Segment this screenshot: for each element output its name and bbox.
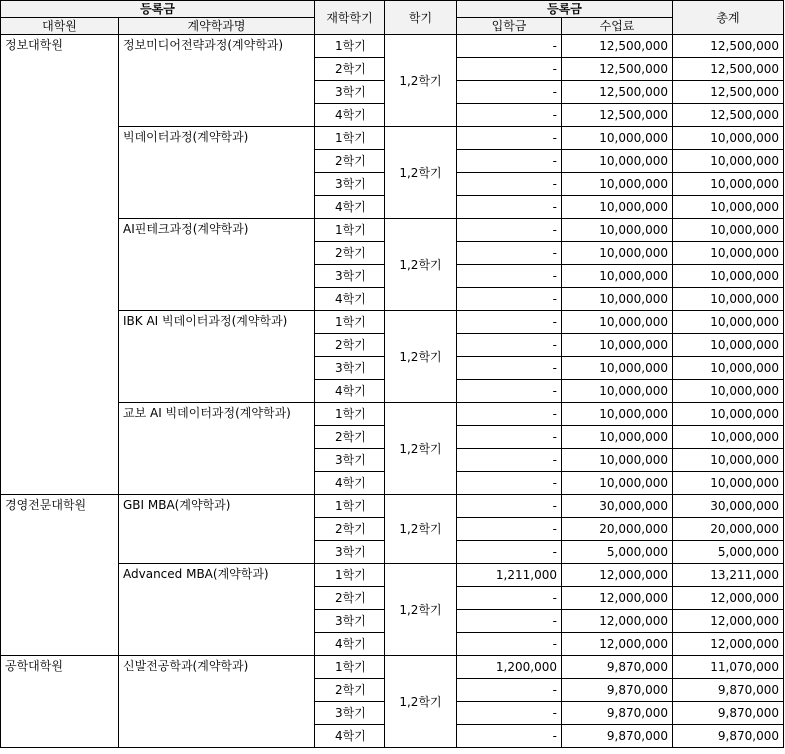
admission-fee-cell: - — [457, 449, 562, 472]
table-row — [1, 495, 784, 518]
total-fee-cell: 10,000,000 — [673, 472, 784, 495]
admission-fee-cell: - — [457, 403, 562, 426]
admission-fee-cell: - — [457, 242, 562, 265]
total-fee-cell: 10,000,000 — [673, 357, 784, 380]
tuition-fee-cell: 10,000,000 — [562, 173, 673, 196]
total-fee-cell: 10,000,000 — [673, 449, 784, 472]
total-fee-cell: 30,000,000 — [673, 495, 784, 518]
total-fee-cell: 10,000,000 — [673, 334, 784, 357]
enroll-semester-cell: 2학기 — [315, 679, 385, 702]
total-fee-cell: 10,000,000 — [673, 403, 784, 426]
semester-cell: 1,2학기 — [385, 656, 457, 748]
program-name-cell: AI핀테크과정(계약학과) — [119, 219, 315, 311]
admission-fee-cell: - — [457, 357, 562, 380]
tuition-fee-cell: 9,870,000 — [562, 679, 673, 702]
semester-cell: 1,2학기 — [385, 35, 457, 127]
total-fee-cell: 10,000,000 — [673, 150, 784, 173]
total-fee-cell: 11,070,000 — [673, 656, 784, 679]
tuition-fee-cell: 9,870,000 — [562, 702, 673, 725]
enroll-semester-cell: 2학기 — [315, 150, 385, 173]
program-name-cell: GBI MBA(계약학과) — [119, 495, 315, 564]
total-fee-cell: 9,870,000 — [673, 702, 784, 725]
enroll-semester-cell: 4학기 — [315, 633, 385, 656]
tuition-fee-cell: 10,000,000 — [562, 127, 673, 150]
program-name-cell: IBK AI 빅데이터과정(계약학과) — [119, 311, 315, 403]
total-fee-cell: 12,000,000 — [673, 633, 784, 656]
header-admission-fee: 입학금 — [457, 18, 562, 35]
total-fee-cell: 5,000,000 — [673, 541, 784, 564]
table-row — [1, 35, 784, 58]
header-fee-group-2: 등록금 — [457, 1, 673, 18]
admission-fee-cell: - — [457, 219, 562, 242]
total-fee-cell: 12,500,000 — [673, 104, 784, 127]
admission-fee-cell: - — [457, 518, 562, 541]
tuition-fee-cell: 12,000,000 — [562, 587, 673, 610]
tuition-fee-cell: 10,000,000 — [562, 242, 673, 265]
enroll-semester-cell: 2학기 — [315, 242, 385, 265]
admission-fee-cell: - — [457, 311, 562, 334]
enroll-semester-cell: 3학기 — [315, 449, 385, 472]
semester-cell: 1,2학기 — [385, 403, 457, 495]
tuition-fee-cell: 10,000,000 — [562, 403, 673, 426]
admission-fee-cell: - — [457, 380, 562, 403]
enroll-semester-cell: 2학기 — [315, 426, 385, 449]
total-fee-cell: 10,000,000 — [673, 219, 784, 242]
semester-cell: 1,2학기 — [385, 564, 457, 656]
total-fee-cell: 9,870,000 — [673, 679, 784, 702]
total-fee-cell: 10,000,000 — [673, 196, 784, 219]
admission-fee-cell: - — [457, 495, 562, 518]
table-row — [1, 656, 784, 679]
tuition-fee-cell: 9,870,000 — [562, 725, 673, 748]
total-fee-cell: 10,000,000 — [673, 311, 784, 334]
enroll-semester-cell: 3학기 — [315, 610, 385, 633]
admission-fee-cell: - — [457, 725, 562, 748]
admission-fee-cell: - — [457, 104, 562, 127]
header-total: 총계 — [673, 1, 784, 35]
tuition-fee-cell: 30,000,000 — [562, 495, 673, 518]
admission-fee-cell: - — [457, 288, 562, 311]
admission-fee-cell: - — [457, 426, 562, 449]
admission-fee-cell: - — [457, 610, 562, 633]
admission-fee-cell: - — [457, 334, 562, 357]
total-fee-cell: 12,500,000 — [673, 35, 784, 58]
enroll-semester-cell: 2학기 — [315, 587, 385, 610]
total-fee-cell: 10,000,000 — [673, 173, 784, 196]
admission-fee-cell: 1,200,000 — [457, 656, 562, 679]
table-row — [1, 127, 784, 150]
admission-fee-cell: - — [457, 265, 562, 288]
program-name-cell: 신발전공학과(계약학과) — [119, 656, 315, 748]
total-fee-cell: 10,000,000 — [673, 288, 784, 311]
total-fee-cell: 12,000,000 — [673, 610, 784, 633]
admission-fee-cell: - — [457, 472, 562, 495]
tuition-fee-cell: 10,000,000 — [562, 196, 673, 219]
admission-fee-cell: - — [457, 196, 562, 219]
enroll-semester-cell: 3학기 — [315, 357, 385, 380]
school-name-cell: 경영전문대학원 — [1, 495, 119, 656]
tuition-fee-cell: 10,000,000 — [562, 311, 673, 334]
total-fee-cell: 10,000,000 — [673, 426, 784, 449]
enroll-semester-cell: 1학기 — [315, 35, 385, 58]
total-fee-cell: 12,500,000 — [673, 81, 784, 104]
enroll-semester-cell: 4학기 — [315, 104, 385, 127]
enroll-semester-cell: 4학기 — [315, 380, 385, 403]
semester-cell: 1,2학기 — [385, 495, 457, 564]
enroll-semester-cell: 1학기 — [315, 564, 385, 587]
header-tuition-fee: 수업료 — [562, 18, 673, 35]
program-name-cell: 빅데이터과정(계약학과) — [119, 127, 315, 219]
total-fee-cell: 9,870,000 — [673, 725, 784, 748]
enroll-semester-cell: 1학기 — [315, 219, 385, 242]
enroll-semester-cell: 2학기 — [315, 58, 385, 81]
program-name-cell: 교보 AI 빅데이터과정(계약학과) — [119, 403, 315, 495]
tuition-fee-cell: 10,000,000 — [562, 288, 673, 311]
admission-fee-cell: - — [457, 58, 562, 81]
header-semester: 학기 — [385, 1, 457, 35]
enroll-semester-cell: 1학기 — [315, 311, 385, 334]
enroll-semester-cell: 3학기 — [315, 173, 385, 196]
tuition-fee-cell: 10,000,000 — [562, 472, 673, 495]
admission-fee-cell: - — [457, 127, 562, 150]
table-body — [1, 35, 784, 748]
enroll-semester-cell: 1학기 — [315, 656, 385, 679]
tuition-fee-cell: 12,000,000 — [562, 610, 673, 633]
tuition-fee-cell: 10,000,000 — [562, 357, 673, 380]
admission-fee-cell: - — [457, 173, 562, 196]
enroll-semester-cell: 2학기 — [315, 334, 385, 357]
total-fee-cell: 10,000,000 — [673, 242, 784, 265]
total-fee-cell: 20,000,000 — [673, 518, 784, 541]
total-fee-cell: 13,211,000 — [673, 564, 784, 587]
semester-cell: 1,2학기 — [385, 219, 457, 311]
admission-fee-cell: - — [457, 633, 562, 656]
semester-cell: 1,2학기 — [385, 127, 457, 219]
tuition-fee-cell: 10,000,000 — [562, 150, 673, 173]
table-header — [1, 1, 784, 35]
enroll-semester-cell: 3학기 — [315, 265, 385, 288]
enroll-semester-cell: 1학기 — [315, 403, 385, 426]
header-fee-group: 등록금 — [1, 1, 315, 18]
tuition-fee-cell: 12,000,000 — [562, 564, 673, 587]
table-row — [1, 564, 784, 587]
tuition-fee-cell: 12,000,000 — [562, 633, 673, 656]
table-row — [1, 219, 784, 242]
total-fee-cell: 10,000,000 — [673, 380, 784, 403]
enroll-semester-cell: 3학기 — [315, 81, 385, 104]
enroll-semester-cell: 3학기 — [315, 541, 385, 564]
enroll-semester-cell: 2학기 — [315, 518, 385, 541]
tuition-fee-cell: 5,000,000 — [562, 541, 673, 564]
total-fee-cell: 12,500,000 — [673, 58, 784, 81]
enroll-semester-cell: 4학기 — [315, 472, 385, 495]
admission-fee-cell: - — [457, 702, 562, 725]
total-fee-cell: 10,000,000 — [673, 265, 784, 288]
total-fee-cell: 10,000,000 — [673, 127, 784, 150]
enroll-semester-cell: 4학기 — [315, 196, 385, 219]
program-name-cell: Advanced MBA(계약학과) — [119, 564, 315, 656]
header-program-name: 계약학과명 — [119, 18, 315, 35]
tuition-fee-cell: 10,000,000 — [562, 449, 673, 472]
tuition-fee-cell: 12,500,000 — [562, 104, 673, 127]
school-name-cell: 정보대학원 — [1, 35, 119, 495]
tuition-fee-cell: 10,000,000 — [562, 265, 673, 288]
tuition-fee-cell: 12,500,000 — [562, 35, 673, 58]
admission-fee-cell: - — [457, 81, 562, 104]
header-grad-school: 대학원 — [1, 18, 119, 35]
tuition-fee-cell: 12,500,000 — [562, 81, 673, 104]
enroll-semester-cell: 3학기 — [315, 702, 385, 725]
admission-fee-cell: 1,211,000 — [457, 564, 562, 587]
admission-fee-cell: - — [457, 679, 562, 702]
header-row-1 — [1, 1, 784, 18]
school-name-cell: 공학대학원 — [1, 656, 119, 748]
admission-fee-cell: - — [457, 35, 562, 58]
tuition-fee-cell: 10,000,000 — [562, 334, 673, 357]
table-row — [1, 311, 784, 334]
enroll-semester-cell: 4학기 — [315, 288, 385, 311]
admission-fee-cell: - — [457, 150, 562, 173]
tuition-fee-cell: 10,000,000 — [562, 426, 673, 449]
table-row — [1, 403, 784, 426]
tuition-fee-cell: 9,870,000 — [562, 656, 673, 679]
admission-fee-cell: - — [457, 587, 562, 610]
header-enroll-semester: 재학학기 — [315, 1, 385, 35]
tuition-fee-cell: 10,000,000 — [562, 219, 673, 242]
program-name-cell: 정보미디어전략과정(계약학과) — [119, 35, 315, 127]
enroll-semester-cell: 1학기 — [315, 495, 385, 518]
tuition-fee-cell: 12,500,000 — [562, 58, 673, 81]
semester-cell: 1,2학기 — [385, 311, 457, 403]
enroll-semester-cell: 1학기 — [315, 127, 385, 150]
tuition-fee-cell: 10,000,000 — [562, 380, 673, 403]
admission-fee-cell: - — [457, 541, 562, 564]
total-fee-cell: 12,000,000 — [673, 587, 784, 610]
tuition-fee-cell: 20,000,000 — [562, 518, 673, 541]
enroll-semester-cell: 4학기 — [315, 725, 385, 748]
